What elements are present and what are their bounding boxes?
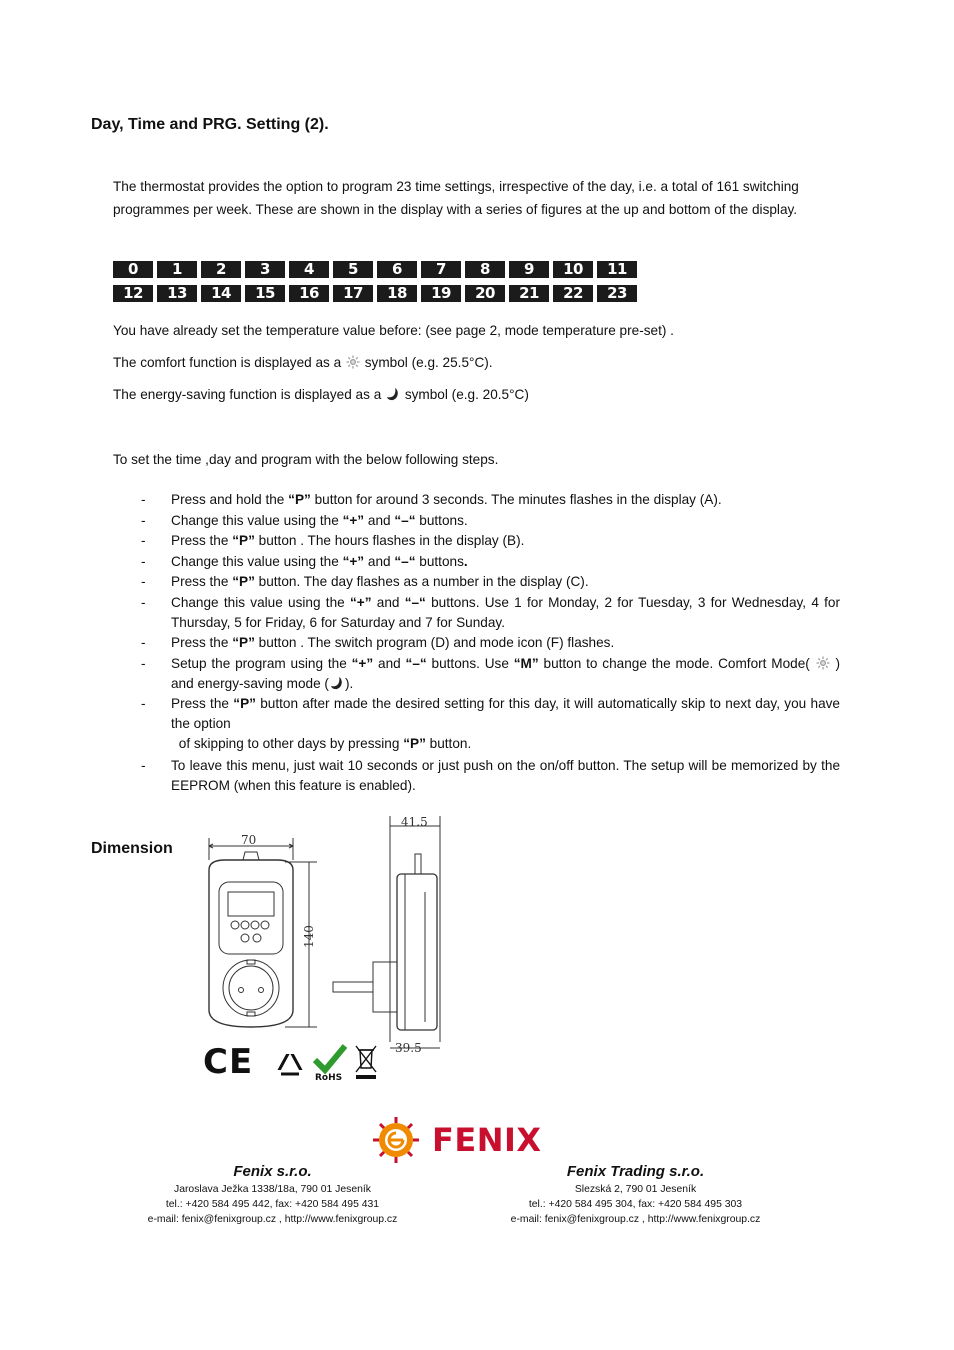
- dim-depth-top: 41.5: [401, 815, 428, 829]
- list-item: - Press the “P” button. The day flashes as a number in the display (C).: [141, 574, 589, 589]
- program-number: 7: [421, 261, 461, 278]
- list-item: - Press the “P” button . The hours flashes in the display (B).: [141, 533, 525, 548]
- program-number: 18: [377, 285, 417, 302]
- intro-paragraph: The thermostat provides the option to program 23 time settings, irrespective of the day, i.e. a total of 161 switching programmes per week. These are shown in the display with a series of figures at the up and bottom of the display.: [113, 179, 799, 217]
- front-view-drawing: [195, 830, 325, 1035]
- program-number: 19: [421, 285, 461, 302]
- steps-intro: To set the time ,day and program with the below following steps.: [113, 452, 499, 467]
- program-numbers-row-1: [113, 261, 637, 278]
- dimension-title: Dimension: [91, 840, 173, 857]
- company-1: [140, 1162, 405, 1227]
- temp-note: You have already set the temperature value before: (see page 2, mode temperature pre-set) .: [113, 323, 674, 338]
- program-number: 6: [377, 261, 417, 278]
- recycle-icon: [269, 1046, 311, 1082]
- program-number: 2: [201, 261, 241, 278]
- certification-marks: [203, 1044, 383, 1084]
- company-address: Jaroslava Ježka 1338/18a, 790 01 Jeseník: [174, 1184, 371, 1195]
- program-number: 3: [245, 261, 285, 278]
- moon-icon: [329, 676, 345, 690]
- ce-mark: CE: [203, 1042, 254, 1082]
- list-item: - Press and hold the “P” button for around 3 seconds. The minutes flashes in the display (A).: [141, 492, 722, 507]
- list-item: - Change this value using the “+” and “–“ buttons.: [141, 512, 468, 528]
- side-view-drawing: [325, 812, 450, 1057]
- program-number: 10: [553, 261, 593, 278]
- sun-icon: [815, 656, 831, 670]
- list-item: - Change this value using the “+” and “–“ buttons. Use 1 for Monday, 2 for Tuesday, 3 for Wednesday, 4 for Thursday, 5 for Friday, 6 for Saturday and 7 for Sunday.: [141, 594, 841, 630]
- company-name: Fenix s.r.o.: [233, 1163, 312, 1180]
- company-email: e-mail: fenix@fenixgroup.cz , http://www.fenixgroup.cz: [147, 1214, 398, 1225]
- sun-logo-icon: [372, 1116, 420, 1164]
- program-number: 4: [289, 261, 329, 278]
- program-number: 17: [333, 285, 373, 302]
- energy-prefix: The energy-saving function is displayed as a: [113, 387, 382, 402]
- program-number: 5: [333, 261, 373, 278]
- list-item: - Press the “P” button . The switch program (D) and mode icon (F) flashes.: [141, 635, 615, 650]
- company-address: Slezská 2, 790 01 Jeseník: [574, 1184, 697, 1195]
- company-phone: tel.: +420 584 495 442, fax: +420 584 495 431: [165, 1199, 380, 1210]
- list-item: - Change this value using the “+” and “–“ buttons.: [141, 553, 468, 569]
- section-title: Day, Time and PRG. Setting (2).: [91, 116, 329, 133]
- program-number: 9: [509, 261, 549, 278]
- company-2: [503, 1162, 768, 1227]
- program-number: 0: [113, 261, 153, 278]
- program-number: 8: [465, 261, 505, 278]
- program-number: 11: [597, 261, 637, 278]
- program-number: 12: [113, 285, 153, 302]
- steps-list: [141, 490, 840, 797]
- rohs-check-icon: [313, 1044, 347, 1082]
- list-item: - Setup the program using the “+” and “–“ buttons. Use “M” button to change the mode. Comfort Mode( ) and energy-saving mode ( ).: [141, 655, 841, 691]
- company-name: Fenix Trading s.r.o.: [566, 1163, 705, 1180]
- list-item: - To leave this menu, just wait 10 seconds or just push on the on/off button. The setup will be memorized by the EEPROM (when this feature is enabled).: [141, 758, 840, 793]
- dim-width: 70: [241, 833, 257, 847]
- sun-icon: [345, 355, 361, 369]
- comfort-note: [113, 355, 493, 370]
- list-item: - Press the “P” button after made the desired setting for this day, it will automatically skip to next day, you have the option of skipping to other days by pressing “P” button.: [141, 696, 840, 751]
- company-phone: tel.: +420 584 495 304, fax: +420 584 495 303: [528, 1199, 743, 1210]
- fenix-logo: [372, 1116, 542, 1166]
- comfort-prefix: The comfort function is displayed as a: [113, 355, 342, 370]
- weee-bin-icon: [353, 1044, 379, 1082]
- program-number: 22: [553, 285, 593, 302]
- company-email: e-mail: fenix@fenixgroup.cz , http://www.fenixgroup.cz: [510, 1214, 761, 1225]
- energy-suffix: symbol (e.g. 20.5°C): [404, 387, 529, 402]
- program-number: 13: [157, 285, 197, 302]
- program-number: 15: [245, 285, 285, 302]
- moon-icon: [385, 387, 401, 401]
- program-number: 21: [509, 285, 549, 302]
- dim-depth-bottom: 39.5: [395, 1041, 422, 1055]
- comfort-suffix: symbol (e.g. 25.5°C).: [364, 355, 493, 370]
- rohs-label: RoHS: [315, 1073, 343, 1082]
- program-numbers-row-2: [113, 285, 637, 302]
- program-number: 14: [201, 285, 241, 302]
- energy-note: [113, 387, 529, 402]
- program-number: 1: [157, 261, 197, 278]
- logo-text: FENIX: [432, 1121, 542, 1159]
- program-number: 20: [465, 285, 505, 302]
- program-number: 23: [597, 285, 637, 302]
- program-number: 16: [289, 285, 329, 302]
- dim-height: 140: [302, 925, 316, 948]
